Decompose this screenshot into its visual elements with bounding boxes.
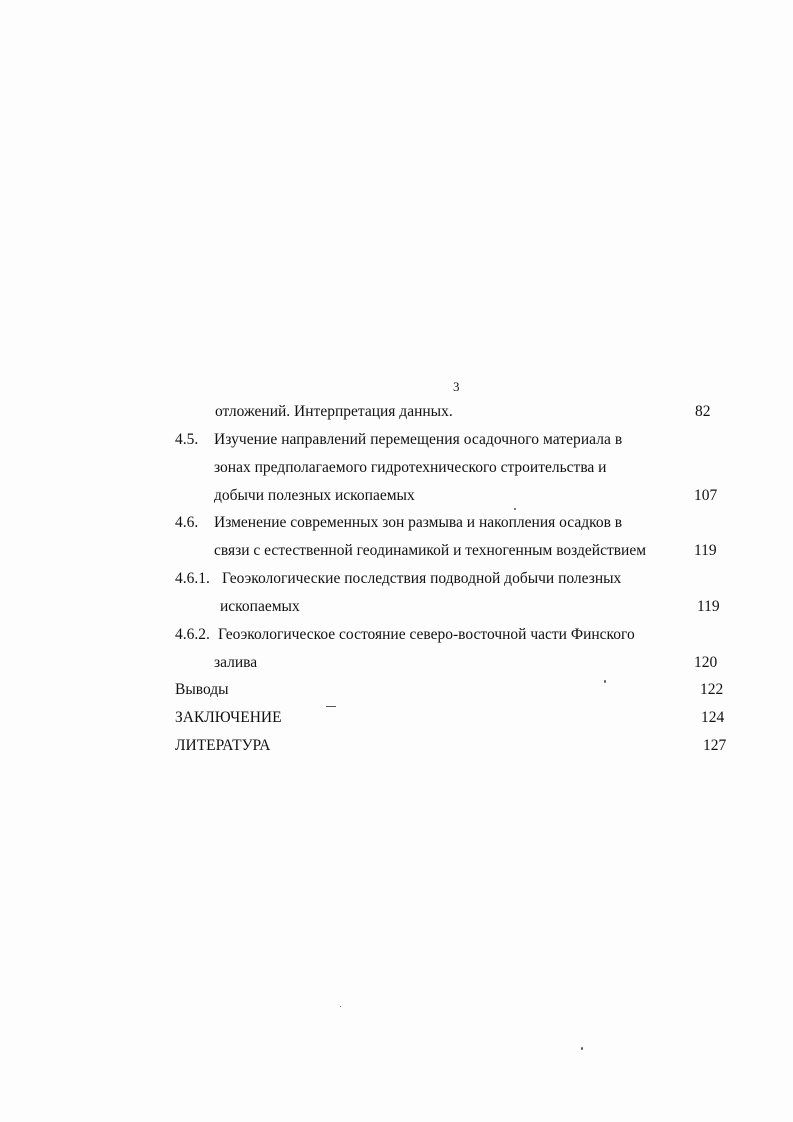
scan-speck	[581, 1047, 583, 1050]
scan-speck	[340, 1006, 341, 1007]
toc-entry-3-line-2: связи с естественной геодинамикой и техногенным воздействием	[214, 542, 647, 559]
toc-entry-5-line-2: залива	[214, 654, 258, 671]
toc-entry-4-line-1: Геоэкологические последствия подводной добычи полезных	[222, 570, 622, 587]
toc-entry-8-page: 127	[703, 737, 727, 754]
toc-entry-4-page: 119	[697, 598, 720, 615]
toc-entry-4-line-2: ископаемых	[220, 598, 300, 615]
toc-entry-2-line-1: Изучение направлений перемещения осадочного материала в	[214, 431, 623, 448]
toc-entry-2-page: 107	[694, 487, 718, 504]
page-number: 3	[453, 379, 460, 394]
toc-entry-5-number: 4.6.2.	[175, 626, 210, 643]
toc-entry-7-title: ЗАКЛЮЧЕНИЕ	[175, 709, 282, 726]
toc-entry-2-line-2: зонах предполагаемого гидротехнического строительства и	[214, 459, 607, 476]
toc-entry-2-number: 4.5.	[175, 431, 199, 448]
toc-entry-1-line-1: отложений. Интерпретация данных.	[215, 403, 453, 420]
scan-speck	[604, 680, 606, 683]
toc-entry-3-number: 4.6.	[175, 514, 199, 531]
scan-speck	[326, 706, 336, 707]
toc-entry-3-page: 119	[694, 542, 717, 559]
toc-entry-5-page: 120	[694, 654, 718, 671]
toc-entry-6-title: Выводы	[175, 681, 229, 698]
toc-entry-4-number: 4.6.1.	[175, 570, 210, 587]
toc-entry-6-page: 122	[700, 681, 724, 698]
toc-entry-3-line-1: Изменение современных зон размыва и накопления осадков в	[214, 514, 623, 531]
toc-entry-5-line-1: Геоэкологическое состояние северо-восточной части Финского	[218, 626, 635, 643]
toc-entry-1-page: 82	[695, 403, 711, 420]
scan-speck	[514, 508, 516, 510]
toc-entry-8-title: ЛИТЕРАТУРА	[175, 737, 271, 754]
toc-entry-2-line-3: добычи полезных ископаемых	[214, 487, 415, 504]
toc-entry-7-page: 124	[701, 709, 725, 726]
